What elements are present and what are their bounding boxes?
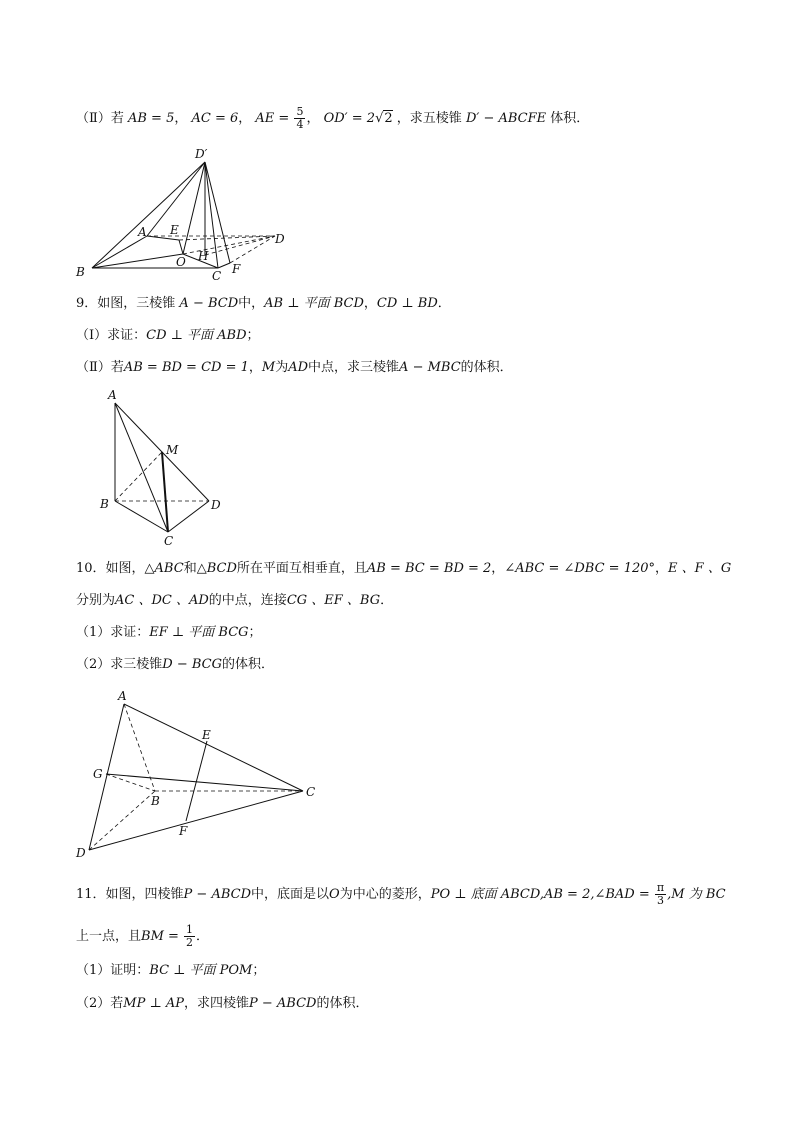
- problem9-part1: [76, 327, 260, 345]
- segments: CG 、EF 、BG: [286, 593, 381, 608]
- statement: BC ⊥ 平面 POM: [149, 963, 253, 978]
- label-c: C: [164, 534, 174, 548]
- text: 和: [183, 561, 197, 576]
- frac-den: 3: [657, 894, 665, 907]
- text: （2）求三棱锥: [76, 657, 163, 672]
- solid-name: D′ − ABCFE: [465, 111, 547, 126]
- text: ．: [380, 593, 394, 608]
- condition: AB = BC = BD = 2: [366, 561, 492, 576]
- statement: EF ⊥ 平面 BCG: [149, 625, 249, 640]
- text: ，求四棱锥: [183, 996, 249, 1011]
- frac-num: 5: [296, 105, 304, 118]
- condition: AB ⊥ 平面 BCD: [264, 296, 364, 311]
- text: ，: [248, 360, 262, 375]
- triangle-name: △ABC: [144, 561, 184, 576]
- problem10-line1: 10．如图，△ABC和△BCD所在平面互相垂直，且AB = BC = BD = 2，∠ABC = ∠DBC = 120°，E 、F 、G: [76, 561, 732, 576]
- label-e: E: [202, 728, 211, 742]
- text: 所在平面互相垂直，且: [236, 561, 367, 576]
- label-f: F: [179, 824, 188, 838]
- condition: ,M 为 BC: [667, 887, 726, 902]
- text: 10．如图，: [76, 561, 145, 576]
- frac-num: 1: [186, 923, 194, 936]
- problem10-line2: [76, 592, 393, 610]
- frac-den: 4: [296, 118, 304, 131]
- solid-name: A − MBC: [399, 360, 461, 375]
- problem9-part2: [76, 359, 513, 377]
- text: 的体积．: [316, 996, 369, 1011]
- text: 的体积．: [460, 360, 513, 375]
- text: 体积．: [550, 111, 590, 126]
- text: ；: [248, 625, 262, 640]
- text: 上一点，且: [76, 929, 142, 944]
- text: 为中心的菱形，: [339, 887, 431, 902]
- label-d: D: [275, 232, 285, 246]
- text: （1）求证：: [76, 625, 150, 640]
- text: （Ⅱ）若: [76, 111, 124, 126]
- problem11-part2: [76, 995, 368, 1013]
- solid-name: D − BCG: [162, 657, 222, 672]
- text: 中点，求三棱锥: [308, 360, 400, 375]
- text: 9．如图，三棱锥: [76, 296, 176, 311]
- fraction-1-2: [184, 924, 195, 949]
- text: （2）若: [76, 996, 124, 1011]
- segments: AC 、DC 、AD: [115, 593, 209, 608]
- frac-num: π: [656, 881, 665, 894]
- text: 为: [275, 360, 289, 375]
- figure-pyramid-9: [94, 385, 234, 550]
- problem10-part1: [76, 624, 262, 642]
- text: 分别为: [76, 593, 116, 608]
- triangle-name: △BCD: [196, 561, 237, 576]
- problem11-part1: [76, 962, 265, 980]
- fraction-pi-3: [655, 882, 666, 907]
- text: 中，底面是以: [251, 887, 330, 902]
- text: （Ⅱ）若: [76, 360, 124, 375]
- label-a: A: [108, 388, 117, 402]
- figure-pyramid-10: [72, 685, 327, 865]
- points: E 、F 、G: [668, 561, 732, 576]
- fraction-5-4: [294, 106, 305, 131]
- label-a: A: [138, 225, 147, 239]
- problem10-part2: [76, 656, 274, 674]
- text: ，求五棱锥: [396, 111, 462, 126]
- text: ；: [246, 328, 260, 343]
- condition: MP ⊥ AP: [123, 996, 184, 1011]
- label-h: H: [198, 249, 209, 263]
- label-m: M: [166, 443, 179, 457]
- label-c: C: [212, 269, 222, 280]
- condition: BM =: [141, 929, 179, 944]
- condition-ab: AB = 5: [127, 111, 175, 126]
- sqrt-radicand: 2: [384, 111, 393, 126]
- label-f: F: [232, 262, 241, 276]
- solid-name: P − ABCD: [183, 887, 252, 902]
- text: 11．如图，四棱锥: [76, 887, 184, 902]
- label-d-prime: D′: [195, 147, 208, 161]
- label-b: B: [100, 497, 109, 511]
- condition-od: OD′ = 2: [323, 111, 376, 126]
- label-d: D: [211, 498, 221, 512]
- point-name: M: [261, 360, 276, 375]
- condition: ∠ABC = ∠DBC = 120°: [504, 561, 656, 576]
- text: 的中点，连接: [208, 593, 287, 608]
- label-g: G: [93, 767, 103, 781]
- segment-name: AD: [288, 360, 309, 375]
- solid-name: A − BCD: [179, 296, 239, 311]
- problem11-line2: [76, 924, 209, 949]
- text: ；: [252, 963, 266, 978]
- label-b: B: [76, 265, 85, 279]
- problem9-stem: 9．如图，三棱锥 A − BCD中，AB ⊥ 平面 BCD，CD ⊥ BD．: [76, 296, 451, 311]
- label-c: C: [306, 785, 316, 799]
- point-name: O: [329, 887, 340, 902]
- text: ．: [196, 929, 210, 944]
- frac-den: 2: [186, 936, 194, 949]
- text: 的体积．: [222, 657, 275, 672]
- condition: CD ⊥ BD: [376, 296, 438, 311]
- condition: AB = BD = CD = 1: [123, 360, 249, 375]
- problem11-line1: [76, 882, 726, 907]
- label-b: B: [151, 794, 160, 808]
- label-d: D: [76, 846, 86, 860]
- problem8-part2: （Ⅱ）若 AB = 5， AC = 6， AE = $\frac{5}{4}$ ， OD′ = 2√2 ，求五棱锥 D′ − ABCFE 体积．: [76, 105, 590, 131]
- condition-ac: AC = 6: [191, 111, 239, 126]
- solid-name: P − ABCD: [248, 996, 317, 1011]
- label-a: A: [118, 689, 127, 703]
- label-e: E: [170, 223, 179, 237]
- statement: CD ⊥ 平面 ABD: [146, 328, 247, 343]
- text: （Ⅰ）求证：: [76, 328, 147, 343]
- text: 中，: [238, 296, 265, 311]
- label-o: O: [176, 255, 186, 269]
- text: （1）证明：: [76, 963, 150, 978]
- condition: PO ⊥ 底面 ABCD,AB = 2,∠BAD =: [430, 887, 650, 902]
- figure-pyramid-8: [72, 142, 297, 280]
- condition-ae: AE =: [255, 111, 290, 126]
